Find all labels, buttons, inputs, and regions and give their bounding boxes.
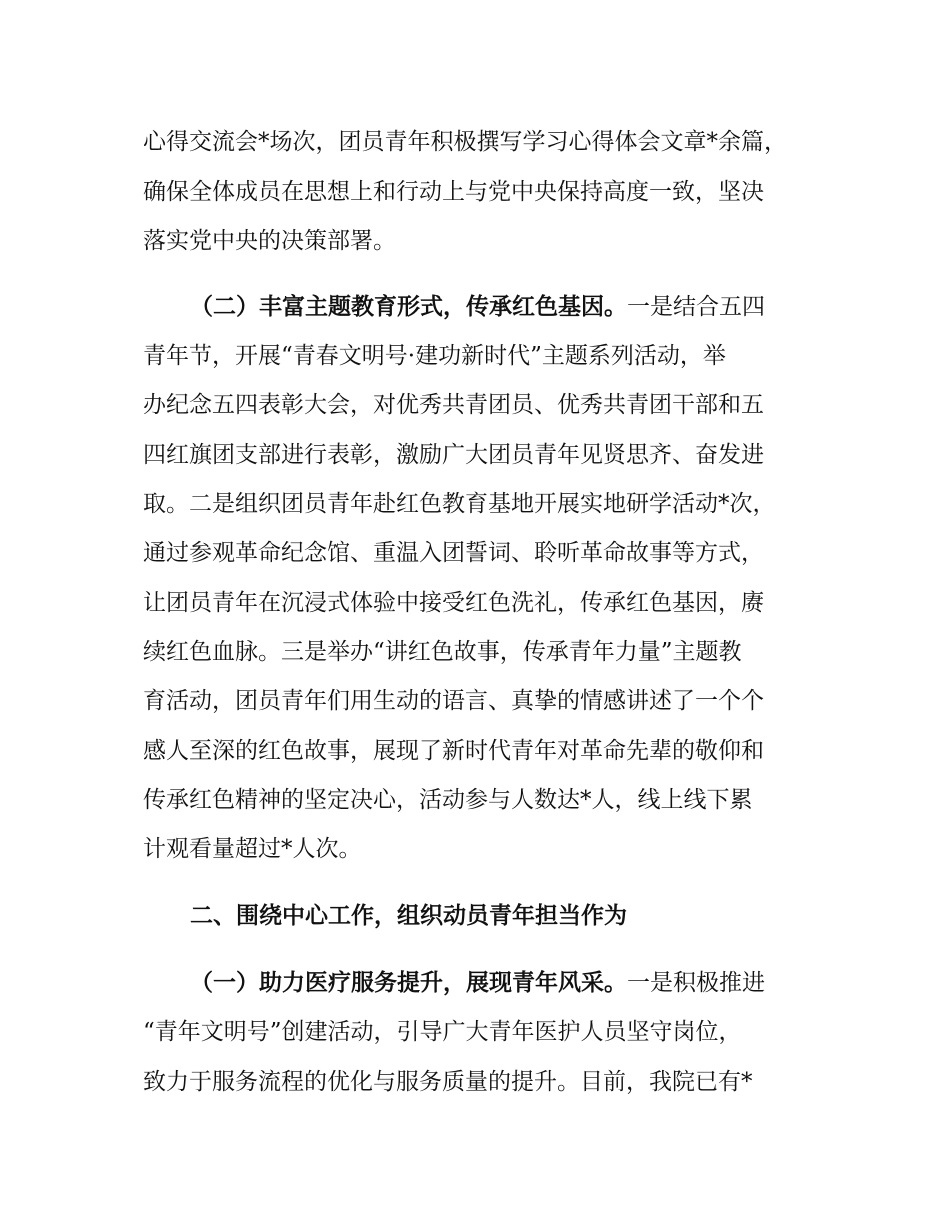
paragraph-line: 四红旗团支部进行表彰，激励广大团员青年见贤思齐、奋发进 [143, 442, 764, 468]
paragraph-line: 让团员青年在沉浸式体验中接受红色洗礼，传承红色基因，赓 [143, 590, 764, 616]
paragraph-first-line [190, 284, 823, 330]
paragraph-line: 心得交流会*场次，团员青年积极撰写学习心得体会文章*余篇， [143, 129, 787, 155]
paragraph-lead-heading: （二）丰富主题教育形式，传承红色基因。 [190, 294, 627, 320]
paragraph-line: 通过参观革命纪念馆、重温入团誓词、聆听革命故事等方式， [143, 540, 764, 566]
paragraph-line: 取。二是组织团员青年赴红色教育基地开展实地研学活动*次， [143, 491, 776, 517]
paragraph-line: 落实党中央的决策部署。 [143, 228, 396, 254]
paragraph-line: “青年文明号”创建活动，引导广大青年医护人员坚守岗位， [143, 1019, 742, 1045]
section-heading: 二、围绕中心工作，组织动员青年担当作为 [190, 903, 627, 929]
paragraph-line: 确保全体成员在思想上和行动上与党中央保持高度一致，坚决 [143, 179, 764, 205]
paragraph-line: 致力于服务流程的优化与服务质量的提升。目前，我院已有* [143, 1069, 753, 1095]
paragraph-text: 一是积极推进 [627, 970, 765, 996]
paragraph-line: 育活动，团员青年们用生动的语言、真挚的情感讲述了一个个 [143, 688, 764, 714]
paragraph-line: 感人至深的红色故事，展现了新时代青年对革命先辈的敬仰和 [143, 738, 764, 764]
paragraph-line: 青年节，开展“青春文明号·建功新时代”主题系列活动，举 [143, 343, 726, 369]
paragraph-line: 办纪念五四表彰大会，对优秀共青团员、优秀共青团干部和五 [143, 392, 764, 418]
paragraph-line: 续红色血脉。三是举办“讲红色故事，传承青年力量”主题教 [143, 639, 742, 665]
paragraph-first-line [190, 960, 823, 1006]
paragraph-line: 计观看量超过*人次。 [143, 836, 362, 862]
paragraph-text: 一是结合五四 [627, 294, 765, 320]
paragraph-lead-heading: （一）助力医疗服务提升，展现青年风采。 [190, 970, 627, 996]
paragraph-line: 传承红色精神的坚定决心，活动参与人数达*人，线上线下累 [143, 787, 753, 813]
